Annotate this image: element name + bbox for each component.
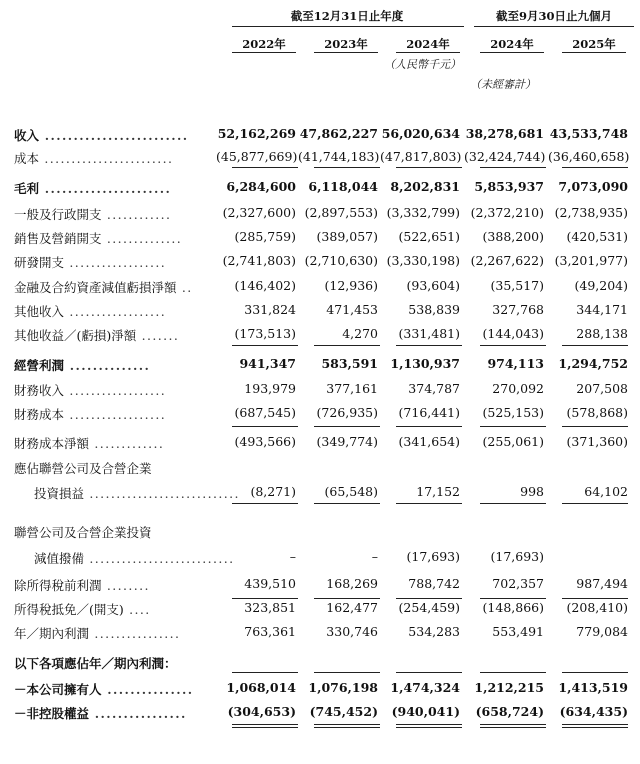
row-label-text: 除所得稅前利潤	[14, 578, 102, 593]
row-label-text: 金融及合約資產減值虧損淨額	[14, 280, 177, 295]
year-rule-4	[480, 52, 544, 53]
subtotal-rule	[396, 345, 462, 346]
row-value: 4,270	[342, 326, 378, 341]
row-label	[14, 149, 173, 167]
row-label	[14, 654, 177, 672]
row-value: (2,741,803)	[222, 253, 296, 268]
year-rule-5	[562, 52, 626, 53]
subtotal-rule	[232, 672, 298, 673]
leader-dots: ...............	[101, 682, 194, 697]
subtotal-rule	[396, 598, 462, 599]
row-label-text: 財務成本	[14, 407, 65, 422]
row-value: 374,787	[408, 381, 460, 396]
table-row	[0, 149, 640, 167]
header-interim-group: 截至9月30日止九個月	[495, 9, 612, 23]
table-row	[0, 126, 640, 144]
row-value: (2,738,935)	[554, 205, 628, 220]
row-label	[14, 459, 152, 477]
row-label	[14, 253, 166, 271]
subtotal-rule	[314, 426, 380, 427]
leader-dots: ..................	[64, 407, 167, 422]
row-label-text: 經營利潤	[14, 358, 65, 373]
subtotal-rule	[314, 503, 380, 504]
row-value: 987,494	[576, 576, 628, 591]
row-label	[14, 326, 179, 344]
row-label	[14, 381, 166, 399]
row-value: (17,693)	[490, 549, 544, 564]
row-value: (146,402)	[234, 278, 296, 293]
table-row	[0, 624, 640, 642]
row-value: 1,130,937	[390, 356, 460, 371]
row-value: 941,347	[239, 356, 296, 371]
row-value: (687,545)	[234, 405, 296, 420]
row-label	[34, 549, 234, 567]
row-value: 327,768	[492, 302, 544, 317]
row-label-text: 毛利	[14, 181, 40, 196]
header-annual-group: 截至12月31日止年度	[290, 9, 404, 23]
table-row	[0, 381, 640, 399]
row-value: 43,533,748	[549, 126, 628, 141]
row-label	[14, 278, 193, 296]
table-row	[0, 523, 640, 541]
row-value: (285,759)	[234, 229, 296, 244]
row-value: (144,043)	[482, 326, 544, 341]
table-row	[0, 205, 640, 223]
row-value: 471,453	[326, 302, 378, 317]
row-value: (2,710,630)	[304, 253, 378, 268]
leader-dots: ..................	[64, 255, 167, 270]
row-value: (388,200)	[482, 229, 544, 244]
year-header-5: 2025年	[572, 37, 616, 51]
row-value: 331,824	[244, 302, 296, 317]
table-row	[0, 179, 640, 197]
row-value: 1,076,198	[308, 680, 378, 695]
row-value: 6,118,044	[308, 179, 378, 194]
row-value: (940,041)	[391, 704, 460, 719]
total-double-rule	[232, 724, 298, 728]
leader-dots: ................	[89, 626, 181, 641]
row-label-text: 聯營公司及合營企業投資	[14, 525, 152, 540]
subtotal-rule	[314, 345, 380, 346]
row-label-text: 收入	[14, 128, 40, 143]
row-label-text: 一般及行政開支	[14, 207, 102, 222]
leader-dots: ............................	[84, 486, 240, 501]
table-row	[0, 302, 640, 320]
row-value: (745,452)	[309, 704, 378, 719]
row-label-text: 銷售及營銷開支	[14, 231, 102, 246]
row-value: (2,327,600)	[222, 205, 296, 220]
year-rule-1	[232, 52, 296, 53]
row-value: (726,935)	[316, 405, 378, 420]
row-value: (371,360)	[566, 434, 628, 449]
subtotal-rule	[396, 167, 462, 168]
row-value: 583,591	[321, 356, 378, 371]
row-value: –	[289, 549, 296, 564]
row-label	[14, 434, 164, 452]
table-row	[0, 434, 640, 452]
row-value: (12,936)	[324, 278, 378, 293]
row-value: 763,361	[244, 624, 296, 639]
table-row	[0, 229, 640, 247]
row-value: 17,152	[416, 484, 460, 499]
row-value: 1,068,014	[226, 680, 296, 695]
leader-dots: ..............	[64, 358, 151, 373]
row-label-text: 以下各項應佔年／期內利潤：	[14, 656, 177, 671]
total-double-rule	[396, 724, 462, 728]
row-value: 270,092	[492, 381, 544, 396]
row-value: 344,171	[576, 302, 628, 317]
subtotal-rule	[480, 672, 546, 673]
leader-dots: ....	[123, 602, 151, 617]
row-value: (658,724)	[475, 704, 544, 719]
row-value: (173,513)	[234, 326, 296, 341]
row-label	[14, 704, 187, 722]
header-annual-rule	[232, 26, 464, 27]
subtotal-rule	[562, 598, 628, 599]
row-value: 998	[520, 484, 544, 499]
subtotal-rule	[480, 598, 546, 599]
row-value: (331,481)	[398, 326, 460, 341]
row-label-text: 財務收入	[14, 383, 65, 398]
row-value: –	[371, 549, 378, 564]
row-value: 330,746	[326, 624, 378, 639]
unit-note: （人民幣千元）	[384, 58, 461, 71]
row-value: (47,817,803)	[380, 149, 462, 164]
row-value: 779,084	[576, 624, 628, 639]
row-label-text: 成本	[14, 151, 40, 166]
row-value: (208,410)	[566, 600, 628, 615]
row-label-text: 減值撥備	[34, 551, 85, 566]
year-rule-3	[396, 52, 460, 53]
row-label	[14, 229, 182, 247]
header-interim-rule	[474, 26, 634, 27]
row-value: (3,330,198)	[386, 253, 460, 268]
leader-dots: .......	[136, 328, 180, 343]
row-value: 1,212,215	[474, 680, 544, 695]
row-value: 168,269	[326, 576, 378, 591]
row-value: 788,742	[408, 576, 460, 591]
row-label-text: 研發開支	[14, 255, 65, 270]
row-value: (93,604)	[406, 278, 460, 293]
table-row	[0, 704, 640, 722]
row-value: 288,138	[576, 326, 628, 341]
row-value: (2,372,210)	[470, 205, 544, 220]
leader-dots: .........................	[39, 128, 189, 143]
row-value: 702,357	[492, 576, 544, 591]
subtotal-rule	[232, 167, 298, 168]
row-value: (36,460,658)	[548, 149, 630, 164]
row-value: 7,073,090	[558, 179, 628, 194]
subtotal-rule	[232, 598, 298, 599]
leader-dots: ..	[176, 280, 193, 295]
leader-dots: ........................	[39, 151, 174, 166]
row-value: (420,531)	[566, 229, 628, 244]
row-label-text: 年／期內利潤	[14, 626, 90, 641]
year-rule-2	[314, 52, 378, 53]
row-label	[14, 356, 150, 374]
row-value: (148,866)	[482, 600, 544, 615]
row-value: 1,294,752	[558, 356, 628, 371]
row-value: (254,459)	[398, 600, 460, 615]
row-label-text: 財務成本淨額	[14, 436, 90, 451]
row-value: (17,693)	[406, 549, 460, 564]
row-label	[14, 523, 152, 541]
table-row	[0, 600, 640, 618]
subtotal-rule	[314, 167, 380, 168]
row-value: (65,548)	[324, 484, 378, 499]
leader-dots: ........	[101, 578, 150, 593]
total-double-rule	[480, 724, 546, 728]
row-value: (493,566)	[234, 434, 296, 449]
row-value: (49,204)	[574, 278, 628, 293]
subtotal-rule	[562, 345, 628, 346]
leader-dots: ...........................	[84, 551, 235, 566]
row-label-text: 其他收入	[14, 304, 65, 319]
row-value: (2,897,553)	[304, 205, 378, 220]
subtotal-rule	[314, 672, 380, 673]
row-value: 47,862,227	[299, 126, 378, 141]
row-value: 56,020,634	[381, 126, 460, 141]
row-value: (8,271)	[250, 484, 296, 499]
subtotal-rule	[480, 167, 546, 168]
table-row	[0, 253, 640, 271]
row-value: (35,517)	[490, 278, 544, 293]
row-value: (304,653)	[227, 704, 296, 719]
leader-dots: ............	[101, 207, 172, 222]
leader-dots: .............	[89, 436, 165, 451]
subtotal-rule	[480, 345, 546, 346]
row-value: 38,278,681	[465, 126, 544, 141]
row-value: (255,061)	[482, 434, 544, 449]
row-label-text: －本公司擁有人	[14, 682, 102, 697]
row-label	[14, 600, 151, 618]
leader-dots: ..................	[64, 304, 167, 319]
row-label	[14, 680, 194, 698]
row-value: 52,162,269	[217, 126, 296, 141]
row-value: (349,774)	[316, 434, 378, 449]
row-value: (2,267,622)	[470, 253, 544, 268]
year-header-3: 2024年	[406, 37, 450, 51]
row-label	[14, 179, 171, 197]
row-value: 538,839	[408, 302, 460, 317]
table-row	[0, 680, 640, 698]
row-label	[14, 126, 189, 144]
row-label-text: 投資損益	[34, 486, 85, 501]
row-value: 974,113	[487, 356, 544, 371]
row-value: (634,435)	[559, 704, 628, 719]
row-value: 193,979	[244, 381, 296, 396]
leader-dots: ......................	[39, 181, 172, 196]
row-label	[14, 576, 150, 594]
row-value: (41,744,183)	[298, 149, 380, 164]
subtotal-rule	[396, 426, 462, 427]
row-label	[14, 624, 180, 642]
subtotal-rule	[232, 426, 298, 427]
row-value: 162,477	[326, 600, 378, 615]
row-value: 5,853,937	[474, 179, 544, 194]
table-row	[0, 326, 640, 344]
subtotal-rule	[562, 167, 628, 168]
row-value: (389,057)	[316, 229, 378, 244]
total-double-rule	[562, 724, 628, 728]
row-value: 1,413,519	[558, 680, 628, 695]
row-value: (32,424,744)	[464, 149, 546, 164]
subtotal-rule	[562, 426, 628, 427]
row-value: (522,651)	[398, 229, 460, 244]
row-label	[34, 484, 240, 502]
subtotal-rule	[562, 503, 628, 504]
table-row	[0, 484, 640, 502]
row-value: 439,510	[244, 576, 296, 591]
year-header-1: 2022年	[242, 37, 286, 51]
row-value: 64,102	[584, 484, 628, 499]
subtotal-rule	[562, 672, 628, 673]
row-value: 323,851	[244, 600, 296, 615]
row-label-text: 其他收益／(虧損)淨額	[14, 328, 137, 343]
subtotal-rule	[232, 503, 298, 504]
row-value: 534,283	[408, 624, 460, 639]
row-label-text: －非控股權益	[14, 706, 90, 721]
unaudited-note: （未經審計）	[470, 78, 536, 91]
row-value: (341,654)	[398, 434, 460, 449]
subtotal-rule	[480, 503, 546, 504]
row-label	[14, 302, 166, 320]
leader-dots: ..............	[101, 231, 183, 246]
row-label-text: 應佔聯營公司及合營企業	[14, 461, 152, 476]
row-label	[14, 205, 171, 223]
year-header-2: 2023年	[324, 37, 368, 51]
year-header-4: 2024年	[490, 37, 534, 51]
row-value: (45,877,669)	[216, 149, 298, 164]
table-row	[0, 356, 640, 374]
subtotal-rule	[480, 426, 546, 427]
row-value: 207,508	[576, 381, 628, 396]
row-value: 553,491	[492, 624, 544, 639]
subtotal-rule	[232, 345, 298, 346]
subtotal-rule	[314, 598, 380, 599]
row-value: 6,284,600	[226, 179, 296, 194]
row-value: 8,202,831	[390, 179, 460, 194]
row-value: (3,201,977)	[554, 253, 628, 268]
total-double-rule	[314, 724, 380, 728]
row-label-text: 所得稅抵免／(開支)	[14, 602, 124, 617]
table-row	[0, 654, 640, 672]
table-row	[0, 459, 640, 477]
subtotal-rule	[396, 503, 462, 504]
table-row	[0, 549, 640, 567]
table-row	[0, 576, 640, 594]
table-row	[0, 405, 640, 423]
subtotal-rule	[396, 672, 462, 673]
row-value: 1,474,324	[390, 680, 460, 695]
row-value: (525,153)	[482, 405, 544, 420]
table-row	[0, 278, 640, 296]
row-value: (716,441)	[398, 405, 460, 420]
row-value: (578,868)	[566, 405, 628, 420]
leader-dots: ..................	[64, 383, 167, 398]
row-value: 377,161	[326, 381, 378, 396]
row-label	[14, 405, 166, 423]
leader-dots: ................	[89, 706, 187, 721]
row-value: (3,332,799)	[386, 205, 460, 220]
